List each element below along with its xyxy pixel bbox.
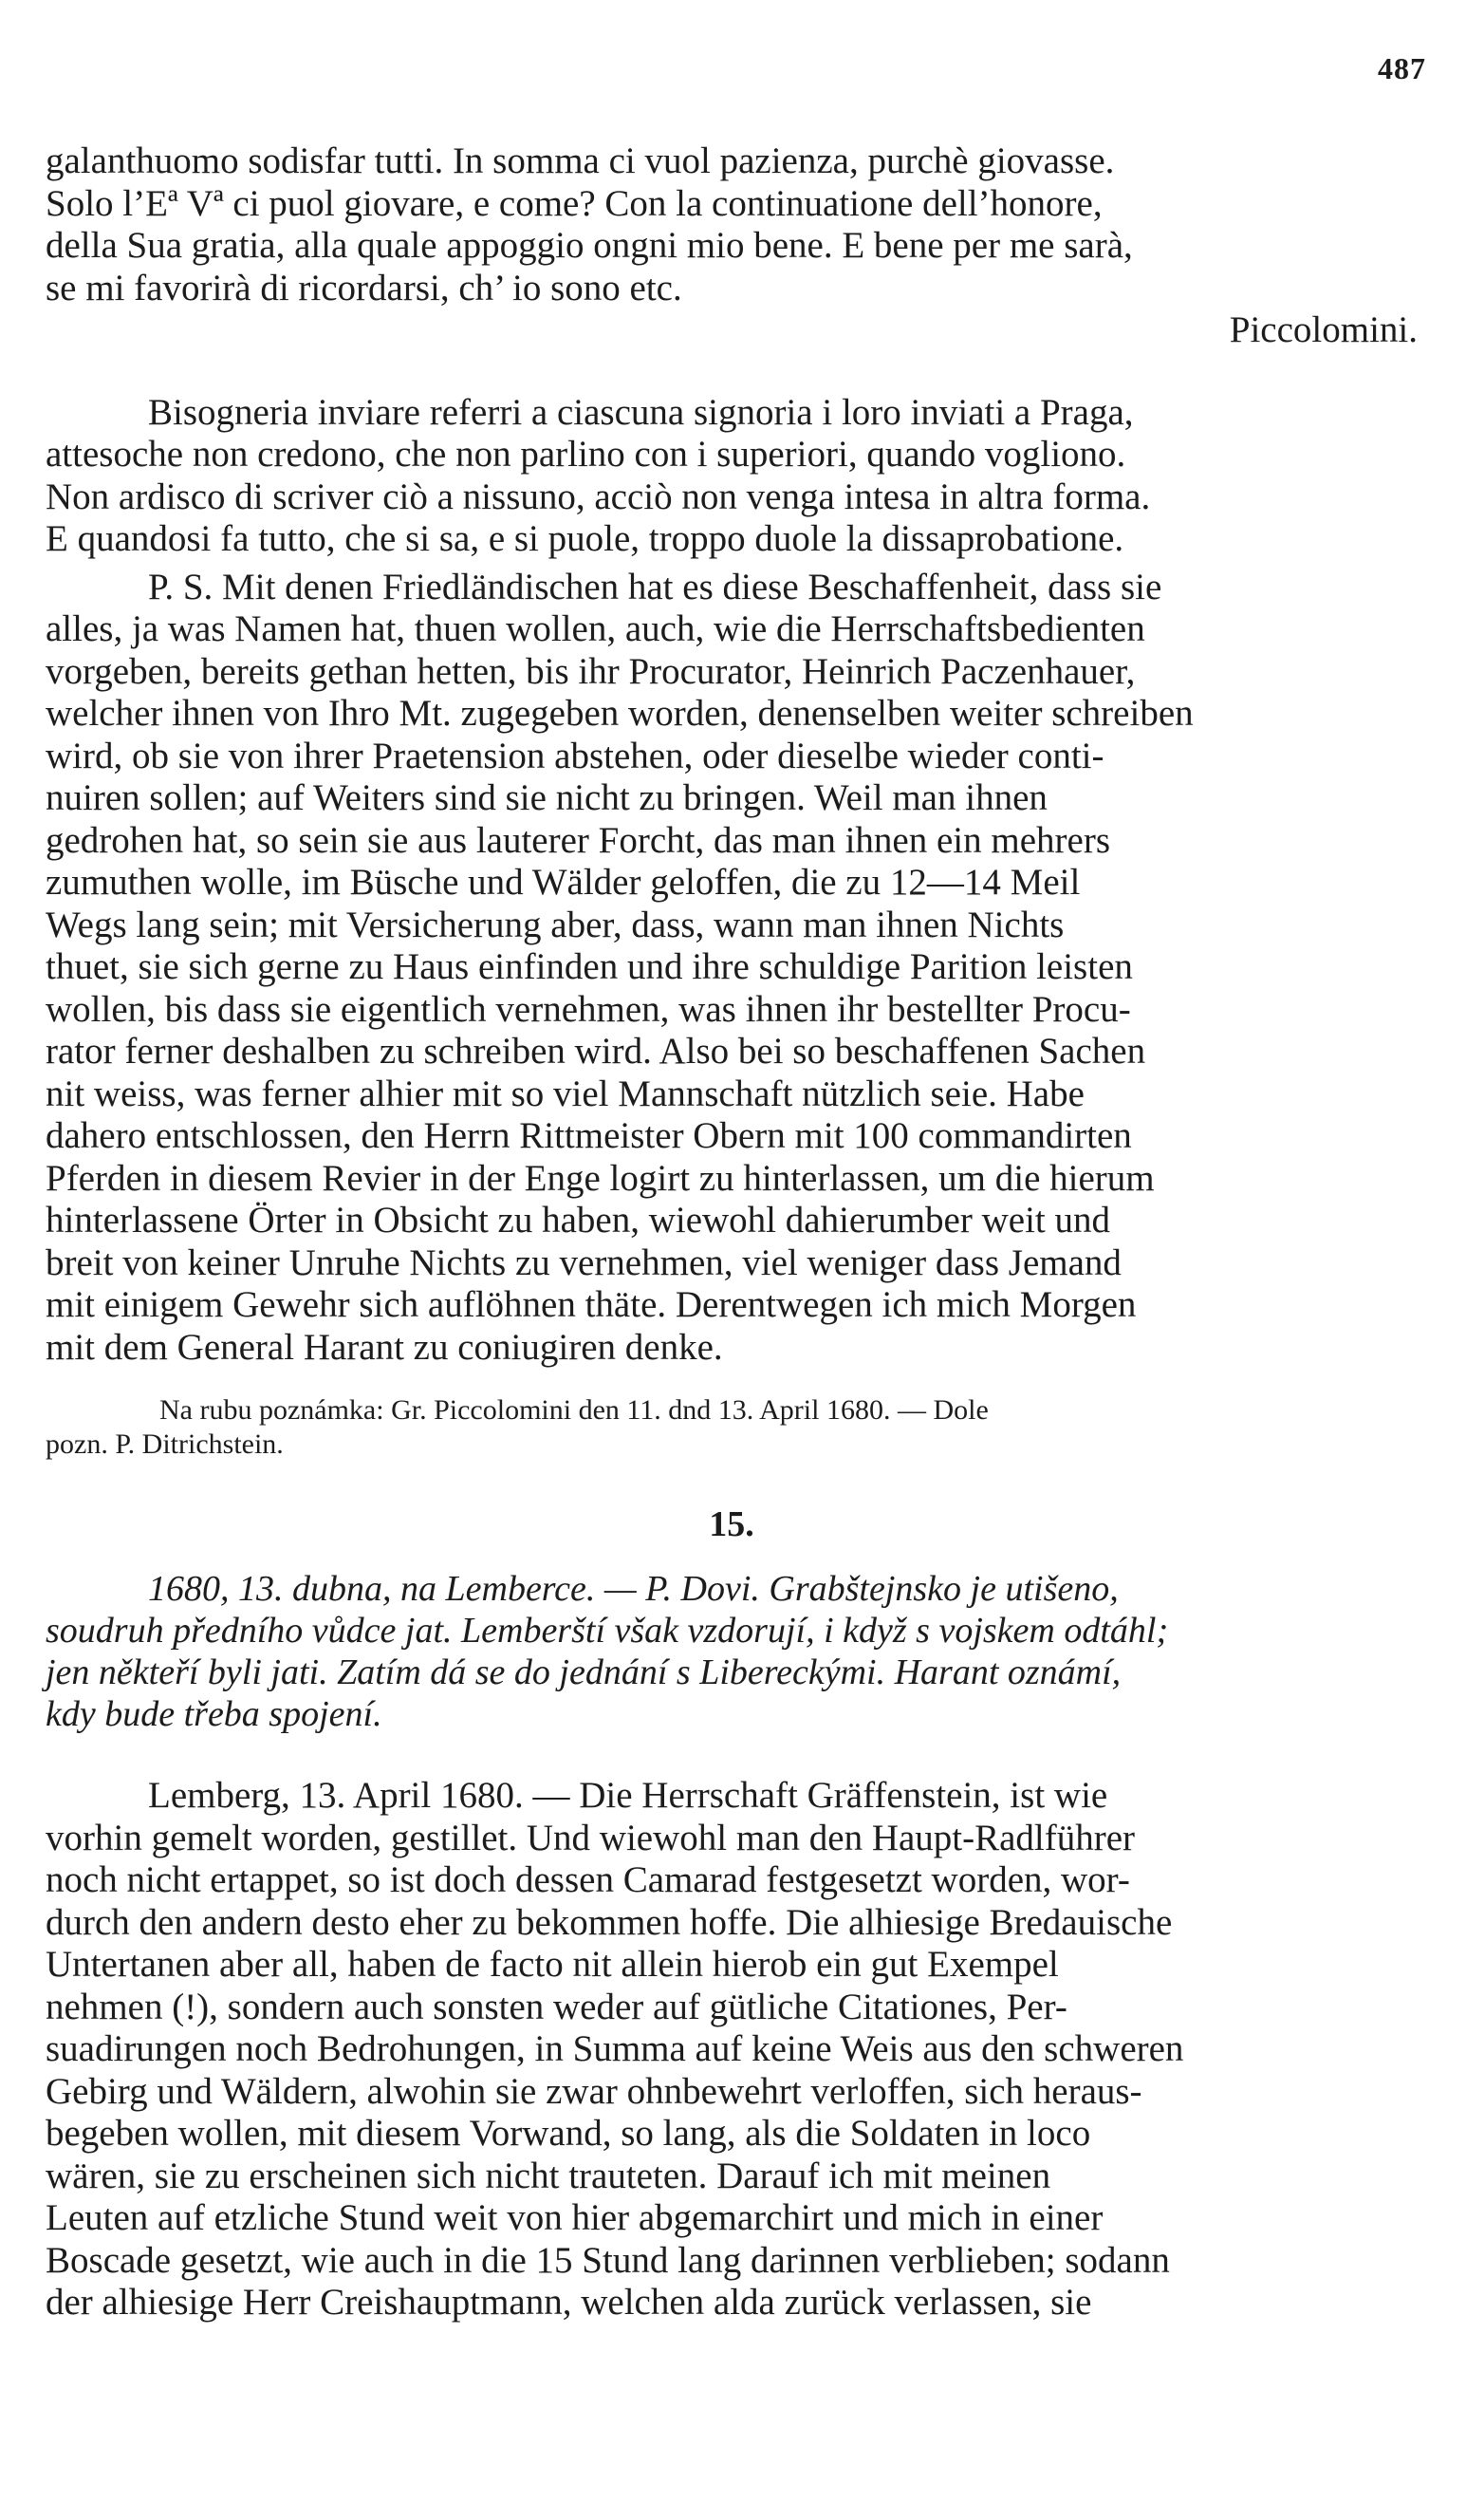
text-line: suadirungen noch Bedrohungen, in Summa auf keine Weis aus den schweren	[46, 2028, 1184, 2069]
text-line: Wegs lang sein; mit Versicherung aber, dass, wann man ihnen Nichts	[46, 904, 1065, 945]
letter-end-paragraph	[46, 140, 1418, 309]
text-line: alles, ja was Namen hat, thuen wollen, auch, wie die Herrschaftsbedienten	[46, 608, 1145, 649]
text-line: P. S. Mit denen Friedländischen hat es diese Beschaffenheit, dass sie	[148, 566, 1162, 607]
text-line: begeben wollen, mit diesem Vorwand, so lang, als die Soldaten in loco	[46, 2113, 1091, 2154]
postscript-italian	[46, 392, 1418, 561]
text-line: Gebirg und Wäldern, alwohin sie zwar ohnbewehrt verloffen, sich heraus-	[46, 2070, 1142, 2112]
document-regest	[46, 1568, 1418, 1735]
text-line: gedrohen hat, so sein sie aus lauterer Forcht, das man ihnen ein mehrers	[46, 819, 1110, 861]
text-line: mit dem General Harant zu coniugiren denke.	[46, 1326, 723, 1368]
text-line: dahero entschlossen, den Herrn Rittmeister Obern mit 100 commandirten	[46, 1115, 1132, 1156]
text-line: galanthuomo sodisfar tutti. In somma ci vuol pazienza, purchè giovasse.	[46, 140, 1115, 181]
document-text	[46, 1775, 1418, 2324]
text-line: vorhin gemelt worden, gestillet. Und wiewohl man den Haupt-Radlführer	[46, 1817, 1136, 1858]
text-line: jen někteří byli jati. Zatím dá se do jednání s Libereckými. Harant oznámí,	[46, 1652, 1122, 1692]
text-line: der alhiesige Herr Creishauptmann, welchen alda zurück verlassen, sie	[46, 2282, 1092, 2323]
text-line: se mi favorirà di ricordarsi, ch’ io sono etc.	[46, 267, 682, 308]
text-line: durch den andern desto eher zu bekommen hoffe. Die alhiesige Bredauische	[46, 1901, 1173, 1943]
text-line: noch nicht ertappet, so ist doch dessen Camarad festgesetzt worden, wor-	[46, 1859, 1130, 1900]
text-line: wären, sie zu erscheinen sich nicht trauteten. Darauf ich mit meinen	[46, 2155, 1051, 2196]
signature: Piccolomini.	[1229, 309, 1418, 350]
text-line: Lemberg, 13. April 1680. — Die Herrschaft Gräffenstein, ist wie	[148, 1775, 1108, 1816]
text-line: wollen, bis dass sie eigentlich vernehmen, was ihnen ihr bestellter Procu-	[46, 988, 1131, 1030]
text-line: welcher ihnen von Ihro Mt. zugegeben worden, denenselben weiter schreiben	[46, 693, 1194, 734]
text-line: attesoche non credono, che non parlino con i superiori, quando vogliono.	[46, 434, 1126, 475]
text-line: kdy bude třeba spojení.	[46, 1694, 382, 1734]
text-line: Boscade gesetzt, wie auch in die 15 Stund lang darinnen verblieben; sodann	[46, 2239, 1170, 2281]
text-line: E quandosi fa tutto, che si sa, e si puole, troppo duole la dissaprobatione.	[46, 518, 1124, 559]
text-line: nit weiss, was ferner alhier mit so viel Mannschaft nützlich seie. Habe	[46, 1073, 1085, 1114]
text-line: Leuten auf etzliche Stund weit von hier abgemarchirt und mich in einer	[46, 2197, 1104, 2238]
text-line: Non ardisco di scriver ciò a nissuno, acciò non venga intesa in altra forma.	[46, 476, 1151, 517]
text-line: mit einigem Gewehr sich auflöhnen thäte. Derentwegen ich mich Morgen	[46, 1284, 1137, 1325]
text-line: hinterlassene Örter in Obsicht zu haben, wiewohl dahierumber weit und	[46, 1200, 1110, 1241]
text-line: pozn. P. Ditrichstein.	[46, 1428, 284, 1460]
text-line: wird, ob sie von ihrer Praetension abstehen, oder dieselbe wieder conti-	[46, 735, 1104, 776]
text-line: vorgeben, bereits gethan hetten, bis ihr Procurator, Heinrich Paczenhauer,	[46, 650, 1136, 692]
text-line: della Sua gratia, alla quale appoggio ongni mio bene. E bene per me sarà,	[46, 225, 1133, 266]
editorial-note	[46, 1393, 1418, 1462]
postscript-german	[46, 567, 1418, 1370]
page-number: 487	[1378, 51, 1426, 85]
text-line: Bisogneria inviare referri a ciascuna signoria i loro inviati a Praga,	[148, 391, 1134, 433]
text-line: thuet, sie sich gerne zu Haus einfinden und ihre schuldige Parition leisten	[46, 946, 1133, 987]
text-line: zumuthen wolle, im Büsche und Wälder geloffen, die zu 12—14 Meil	[46, 862, 1081, 903]
text-line: Pferden in diesem Revier in der Enge logirt zu hinterlassen, um die hierum	[46, 1157, 1155, 1199]
page-content	[46, 140, 1418, 2324]
text-line: nehmen (!), sondern auch sonsten weder auf gütliche Citationes, Per-	[46, 1986, 1067, 2027]
text-line: Untertanen aber all, haben de facto nit allein hierob ein gut Exempel	[46, 1944, 1059, 1985]
text-line: nuiren sollen; auf Weiters sind sie nicht zu bringen. Weil man ihnen	[46, 777, 1048, 818]
text-line: breit von keiner Unruhe Nichts zu vernehmen, viel weniger dass Jemand	[46, 1241, 1122, 1283]
text-line: 1680, 13. dubna, na Lemberce. — P. Dovi. Grabštejnsko je utišeno,	[148, 1569, 1119, 1609]
text-line: Na rubu poznámka: Gr. Piccolomini den 11. dnd 13. April 1680. — Dole	[159, 1394, 989, 1426]
text-line: rator ferner deshalben zu schreiben wird. Also bei so beschaffenen Sachen	[46, 1031, 1146, 1072]
document-number: 15.	[709, 1504, 754, 1544]
text-line: soudruh předního vůdce jat. Lemberští však vzdorují, i když s vojskem odtáhl;	[46, 1611, 1169, 1651]
text-line: Solo l’Eª Vª ci puol giovare, e come? Con la continuatione dell’honore,	[46, 182, 1103, 224]
